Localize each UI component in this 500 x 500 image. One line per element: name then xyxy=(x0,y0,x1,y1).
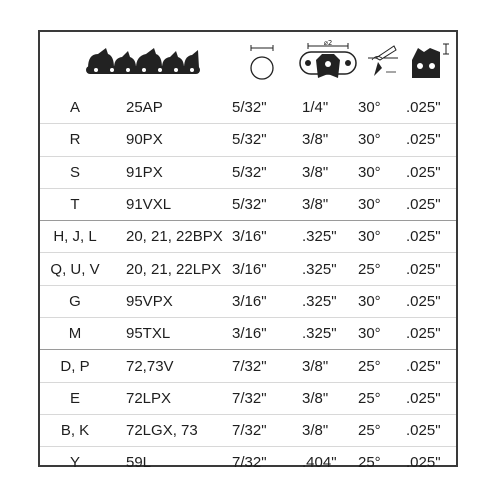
cell-code: H, J, L xyxy=(40,221,110,253)
table-row xyxy=(40,253,456,285)
cell-model: 91PX xyxy=(110,156,224,188)
cell-gauge: .025" xyxy=(402,156,456,188)
cell-file: 3/16" xyxy=(224,253,288,285)
table-row xyxy=(40,124,456,156)
cell-file: 7/32" xyxy=(224,414,288,446)
cell-angle: 30° xyxy=(354,156,402,188)
table-row xyxy=(40,221,456,253)
cell-model: 90PX xyxy=(110,124,224,156)
cell-pitch: 1/4" xyxy=(288,92,354,124)
cell-gauge: .025" xyxy=(402,221,456,253)
cell-code: Y xyxy=(69,454,80,472)
depth-gauge-icon xyxy=(410,40,450,82)
cell-gauge: .025" xyxy=(402,382,456,414)
cell-gauge: .025" xyxy=(406,454,441,472)
cell-code: E xyxy=(40,382,110,414)
cell-angle: 30° xyxy=(354,318,402,350)
cell-angle: 30° xyxy=(354,285,402,317)
cell-gauge: .025" xyxy=(402,318,456,350)
cell-gauge: .025" xyxy=(402,253,456,285)
cell-gauge: .025" xyxy=(402,92,456,124)
cell-model: 72LPX xyxy=(110,382,224,414)
chain-spec-table xyxy=(40,92,456,479)
cell-pitch: .404" xyxy=(302,454,337,472)
cell-pitch: 3/8" xyxy=(288,188,354,220)
table-row xyxy=(40,382,456,414)
cell-gauge: .025" xyxy=(402,350,456,382)
cell-angle: 25° xyxy=(354,253,402,285)
cell-code: S xyxy=(40,156,110,188)
cell-angle: 25° xyxy=(354,350,402,382)
cell-model: 91VXL xyxy=(110,188,224,220)
cell-angle: 25° xyxy=(358,454,381,472)
cell-model: 20, 21, 22BPX xyxy=(110,221,224,253)
chain-icon xyxy=(84,44,204,78)
cell-model: 25AP xyxy=(110,92,224,124)
cell-model: 95VPX xyxy=(110,285,224,317)
cell-angle: 25° xyxy=(354,414,402,446)
table-row xyxy=(40,318,456,350)
cell-pitch: 3/8" xyxy=(288,156,354,188)
cell-model: 59L xyxy=(126,454,152,472)
cell-model: 20, 21, 22LPX xyxy=(110,253,224,285)
table-row xyxy=(40,350,456,382)
cell-code: M xyxy=(40,318,110,350)
cell-model: 95TXL xyxy=(110,318,224,350)
cell-model: 72LGX, 73 xyxy=(110,414,224,446)
cell-code: Q, U, V xyxy=(40,253,110,285)
table-row xyxy=(40,188,456,220)
filing-angle-icon xyxy=(366,42,400,82)
cell-code: A xyxy=(40,92,110,124)
cell-code: D, P xyxy=(40,350,110,382)
cell-pitch: .325" xyxy=(288,285,354,317)
chain-spec-table-frame xyxy=(38,30,458,472)
cell-file: 3/16" xyxy=(224,285,288,317)
cell-pitch: .325" xyxy=(288,253,354,285)
table-row xyxy=(40,92,456,124)
table-row xyxy=(40,414,456,446)
cell-gauge: .025" xyxy=(402,124,456,156)
cell-pitch: 3/8" xyxy=(288,414,354,446)
cell-gauge: .025" xyxy=(402,414,456,446)
cell-code: T xyxy=(40,188,110,220)
cell-angle: 25° xyxy=(354,382,402,414)
cell-model: 72,73V xyxy=(110,350,224,382)
table-header xyxy=(40,32,456,88)
file-diameter-icon xyxy=(245,42,279,82)
cell-pitch: .325" xyxy=(288,221,354,253)
cell-angle: 30° xyxy=(354,188,402,220)
cell-angle: 30° xyxy=(354,92,402,124)
cell-file: 5/32" xyxy=(224,188,288,220)
cell-gauge: .025" xyxy=(402,285,456,317)
cell-file: 3/16" xyxy=(224,221,288,253)
pitch-symbol: ⌀2 xyxy=(323,39,333,47)
cell-file: 3/16" xyxy=(224,318,288,350)
cell-file: 7/32" xyxy=(224,382,288,414)
table-row xyxy=(40,447,456,479)
cell-angle: 30° xyxy=(354,124,402,156)
cell-pitch: 3/8" xyxy=(288,350,354,382)
cell-file: 5/32" xyxy=(224,156,288,188)
cell-gauge: .025" xyxy=(402,188,456,220)
cell-code: G xyxy=(40,285,110,317)
cell-file: 7/32" xyxy=(224,350,288,382)
cell-pitch: 3/8" xyxy=(288,382,354,414)
cell-pitch: .325" xyxy=(288,318,354,350)
table-row xyxy=(40,285,456,317)
cell-code: B, K xyxy=(40,414,110,446)
cell-pitch: 3/8" xyxy=(288,124,354,156)
cell-file: 5/32" xyxy=(224,92,288,124)
cell-file: 5/32" xyxy=(224,124,288,156)
pitch-icon xyxy=(298,38,358,84)
cell-angle: 30° xyxy=(354,221,402,253)
table-row xyxy=(40,156,456,188)
cell-file: 7/32" xyxy=(232,454,267,472)
cell-code: R xyxy=(40,124,110,156)
